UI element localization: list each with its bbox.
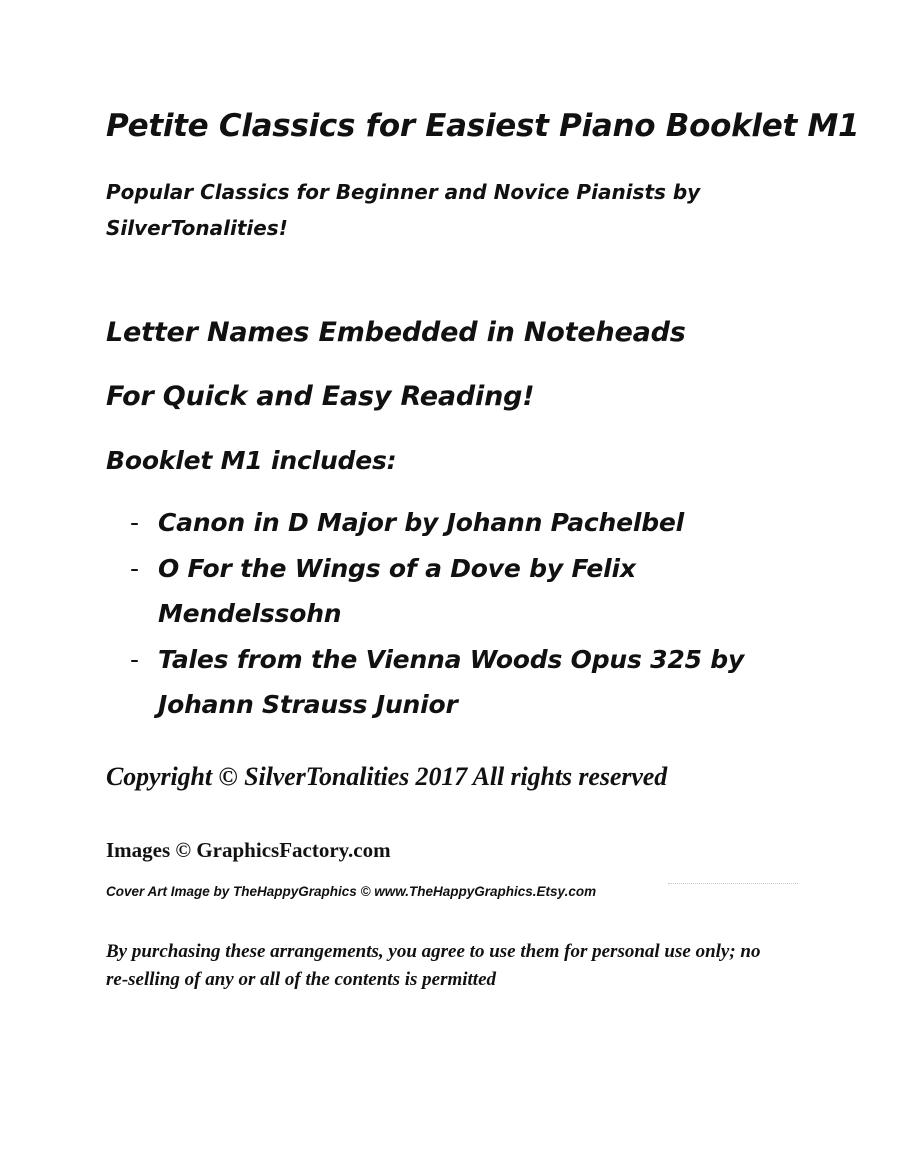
list-item [130,500,770,545]
list-item-text: Canon in D Major by Johann Pachelbel [158,508,685,537]
list-item-text: O For the Wings of a Dove by Felix Mendelssohn [158,554,636,628]
images-credit: Images © GraphicsFactory.com [106,838,391,862]
includes-heading: Booklet M1 includes: [106,446,397,475]
purchase-notice: By purchasing these arrangements, you agree to use them for personal use only; no re-selling of any or all of the contents is permitted [106,941,761,990]
dotted-divider [668,883,798,884]
subtitle: Popular Classics for Beginner and Novice Pianists by SilverTonalities! [106,180,701,240]
copyright-notice: Copyright © SilverTonalities 2017 All rights reserved [106,762,668,791]
list-bullet: - [130,508,139,537]
feature-line-noteheads: Letter Names Embedded in Noteheads [106,317,686,348]
includes-list [130,500,770,728]
list-item [130,637,770,727]
list-item [130,546,770,636]
list-bullet: - [130,645,139,674]
cover-art-credit: Cover Art Image by TheHappyGraphics © www.TheHappyGraphics.Etsy.com [106,884,597,899]
page-title: Petite Classics for Easiest Piano Booklet M1 [106,108,860,144]
feature-line-easy-reading: For Quick and Easy Reading! [106,381,535,412]
list-bullet: - [130,554,139,583]
list-item-text: Tales from the Vienna Woods Opus 325 by Johann Strauss Junior [158,645,745,719]
